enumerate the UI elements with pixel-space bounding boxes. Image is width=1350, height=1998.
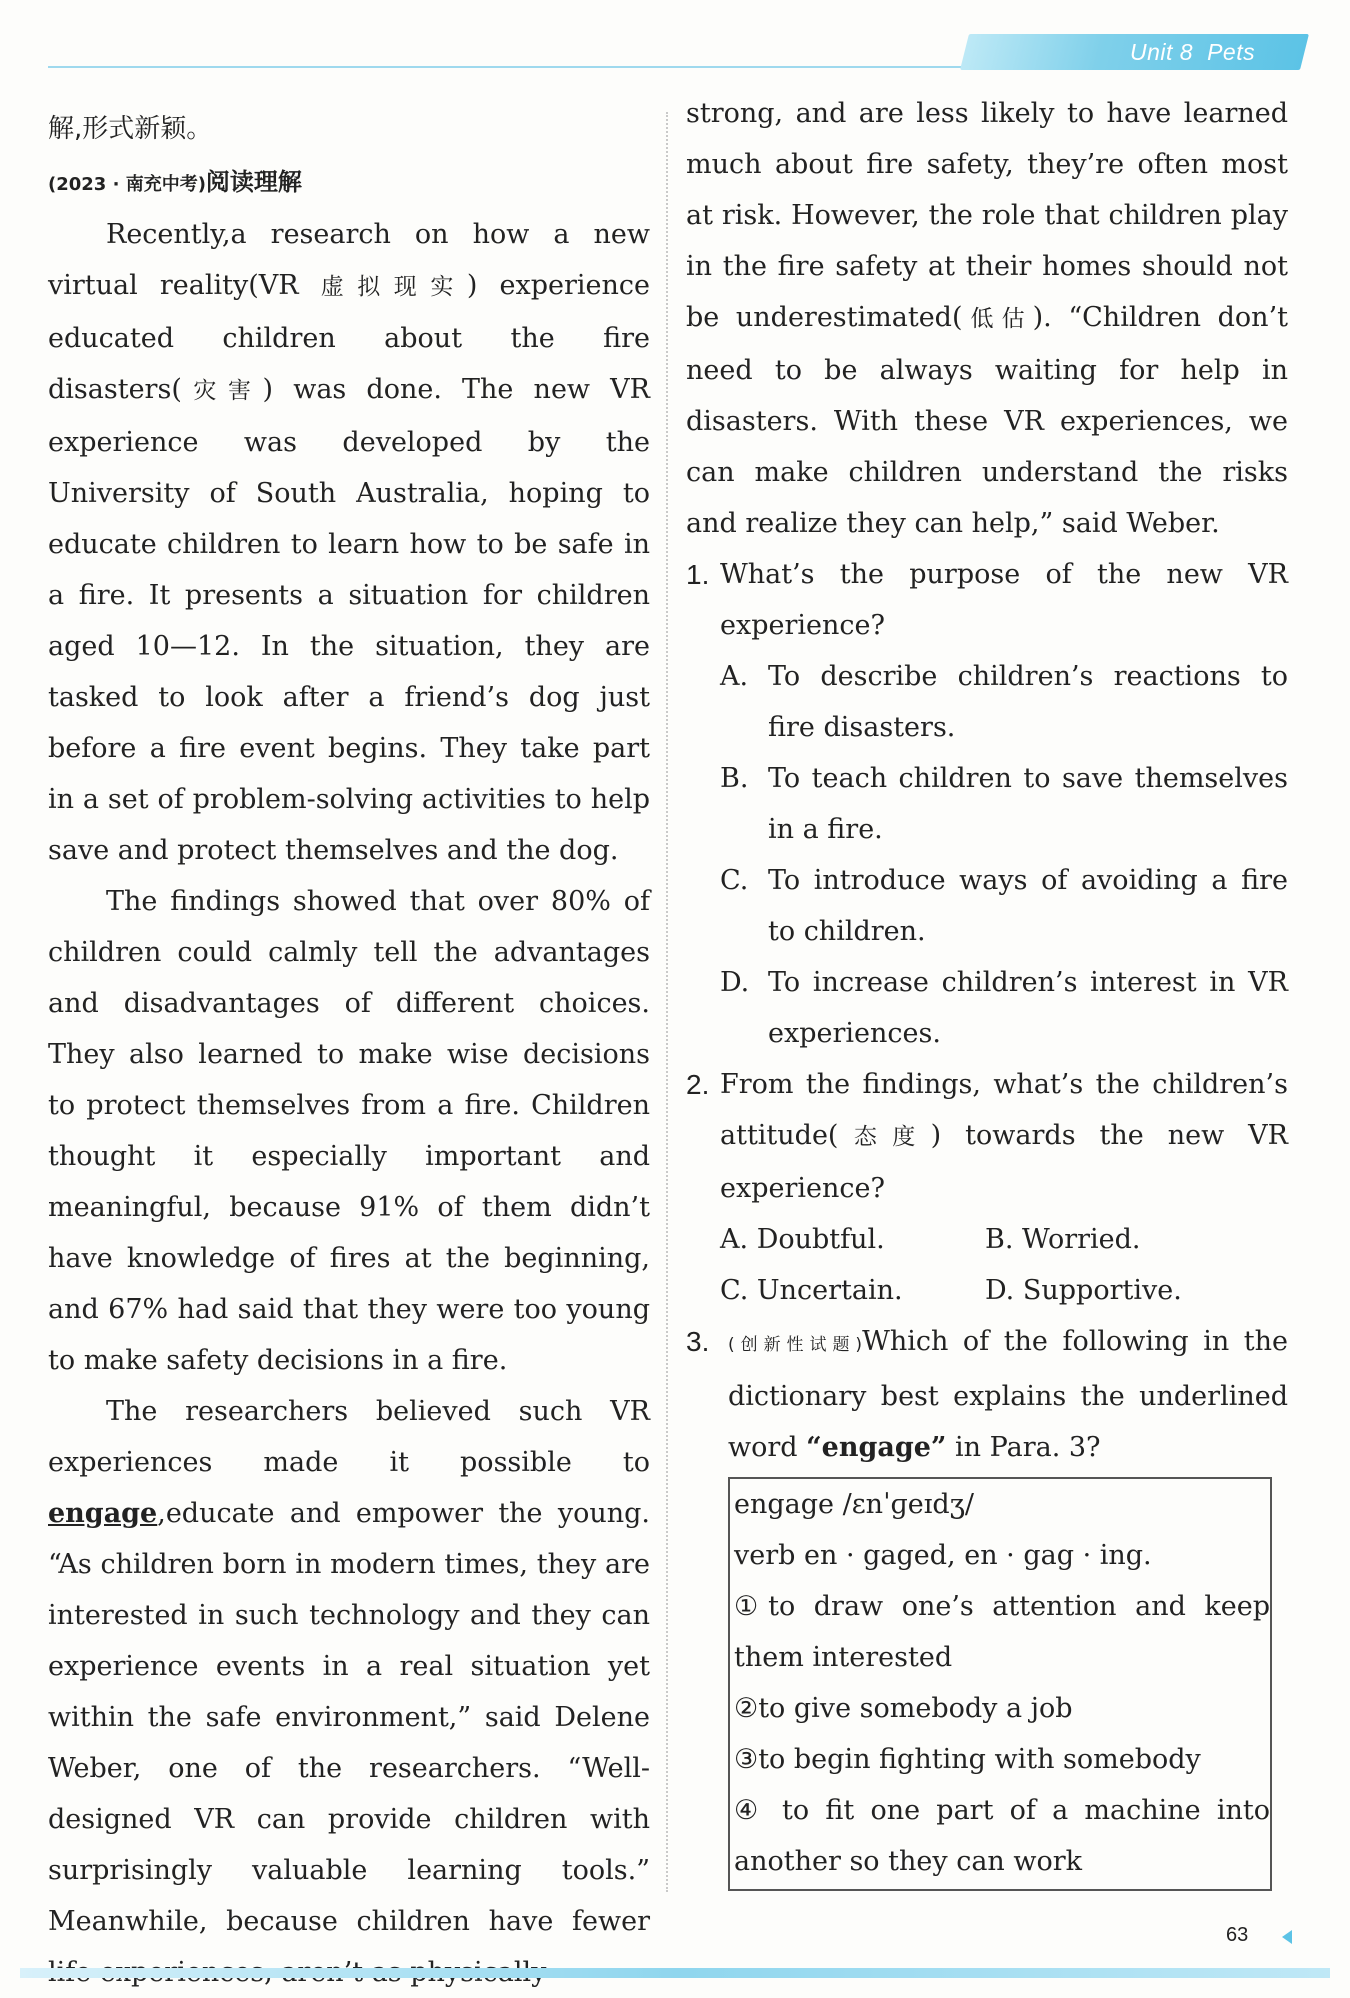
p3-text-a: The researchers believed such VR experiences made it possible to [48, 1396, 650, 1478]
option-label: B. [985, 1224, 1014, 1255]
paragraph-3 [48, 1386, 650, 1998]
option-text: To describe children’s reactions to fire disasters. [768, 661, 1288, 743]
p1-text-a: Recently,a research on how a new virtual reality(VR [48, 219, 650, 301]
option-label: A. [720, 1224, 749, 1255]
option-text: To introduce ways of avoiding a fire to children. [768, 865, 1288, 947]
footer-band [20, 1968, 1330, 1978]
column-divider [666, 112, 668, 1892]
q1-option-c[interactable] [686, 855, 1288, 957]
dictionary-sense-2: ②to give somebody a job [734, 1693, 1073, 1724]
option-text: Worried. [1022, 1224, 1141, 1255]
question-3-word: “engage” [806, 1432, 947, 1463]
option-label: C. [720, 1275, 749, 1306]
section-title: 阅读理解 [205, 168, 302, 196]
question-3-tag: (创新性试题) [728, 1335, 863, 1355]
dictionary-sense-1: ①to draw one’s attention and keep them interested [734, 1591, 1270, 1673]
p3c-gloss: 低估 [962, 306, 1033, 332]
q2-option-b[interactable] [985, 1214, 1250, 1265]
question-2-gloss: 态度 [838, 1124, 931, 1150]
dictionary-sense-4: ④ to fit one part of a machine into another so they can work [734, 1795, 1270, 1877]
top-line: 解,形式新颖。 [48, 114, 213, 144]
option-label: A. [720, 661, 749, 692]
question-2-text-b: ) towards the new VR experience? [720, 1120, 1289, 1204]
p3c-text-a: strong, and are less likely to have learned much about fire safety, they’re often most at risk. However, the role that children play in the fire safety at their homes should not be underestimated( [686, 98, 1288, 333]
section-heading [48, 158, 650, 209]
p1-gloss-disasters: 灾害 [181, 378, 263, 404]
right-column [686, 100, 1288, 1891]
option-text: Uncertain. [756, 1275, 903, 1306]
page-arrow-icon [1282, 1930, 1292, 1944]
unit-label [1130, 34, 1255, 70]
q2-option-d[interactable] [985, 1265, 1250, 1316]
dictionary-forms: verb en · gaged, en · gag · ing. [734, 1540, 1152, 1571]
option-text: Doubtful. [756, 1224, 885, 1255]
paragraph-2: The findings showed that over 80% of children could calmly tell the advantages and disadvantages of different choices. They also learned to make wise decisions to protect themselves from a fire. Children thought it especially important and meaningful, because 91% of them didn’t have knowledge of fires at the beginning, and 67% had said that they were too young to make safety decisions in a fire. [48, 886, 650, 1376]
q1-option-d[interactable] [686, 957, 1288, 1059]
p1-text-c: ) was done. The new VR experience was developed by the University of South Australia, hoping to educate children to learn how to be safe in a fire. It presents a situation for children aged 10—12. In the situation, they are tasked to look after a friend’s dog just before a fire event begins. They take part in a set of problem-solving activities to help save and protect themselves and the dog. [48, 374, 650, 866]
q2-option-a[interactable] [720, 1214, 985, 1265]
q1-option-a[interactable] [686, 651, 1288, 753]
left-column [48, 100, 650, 1998]
q2-option-c[interactable] [720, 1265, 985, 1316]
option-text: To increase children’s interest in VR experiences. [768, 967, 1288, 1049]
question-3 [686, 1316, 1288, 1891]
option-label: B. [720, 763, 749, 794]
page-number: 63 [1226, 1924, 1249, 1946]
unit-topic: Pets [1207, 39, 1256, 65]
exam-source: (2023 · 南充中考) [48, 174, 206, 195]
q2-options-row-2 [686, 1265, 1288, 1316]
question-1 [686, 549, 1288, 1059]
option-label: C. [720, 865, 749, 896]
q1-option-b[interactable] [686, 753, 1288, 855]
question-3-text-a: Which of the following in the dictionary best explains the underlined word [728, 1326, 1288, 1463]
underlined-word-engage: engage [48, 1498, 158, 1529]
question-2-stem [686, 1059, 1288, 1214]
paragraph-3-continued [686, 88, 1288, 549]
option-label: D. [985, 1275, 1015, 1306]
question-1-number: 1. [686, 559, 710, 590]
option-label: D. [720, 967, 750, 998]
question-3-stem [686, 1316, 1288, 1473]
unit-name: Unit 8 [1130, 39, 1194, 65]
q2-options-row-1 [686, 1214, 1288, 1265]
option-text: To teach children to save themselves in a fire. [768, 763, 1288, 845]
question-2 [686, 1059, 1288, 1316]
dictionary-sense-3: ③to begin fighting with somebody [734, 1744, 1201, 1775]
question-3-number: 3. [686, 1326, 710, 1357]
header-rule [48, 66, 1028, 68]
p3c-text-b: ). “Children don’t need to be always waiting for help in disasters. With these VR experiences, we can make children understand the risks and realize they can help,” said Weber. [686, 302, 1288, 539]
p1-text-b: ) experience educated children about the fire disasters( [48, 270, 651, 405]
paragraph-1 [48, 209, 650, 876]
option-text: Supportive. [1022, 1275, 1182, 1306]
question-3-text-b: in Para. 3? [946, 1432, 1101, 1463]
p1-gloss-vr: 虚拟现实 [320, 274, 467, 300]
question-2-number: 2. [686, 1069, 710, 1100]
dictionary-box [728, 1477, 1272, 1891]
question-1-text: What’s the purpose of the new VR experience? [720, 559, 1288, 641]
question-1-stem [686, 549, 1288, 651]
p3-text-b: ,educate and empower the young. “As children born in modern times, they are interested in such technology and they can experience events in a real situation yet within the safe environment,” said Delene Weber, one of the researchers. “Well-designed VR can provide children with surprisingly valuable learning tools.” Meanwhile, because children have fewer [48, 1498, 650, 1937]
question-2-text-a: From the findings, what’s the children’s attitude( [720, 1069, 1288, 1151]
dictionary-headword: engage /ɛnˈɡeɪdʒ/ [734, 1489, 975, 1520]
